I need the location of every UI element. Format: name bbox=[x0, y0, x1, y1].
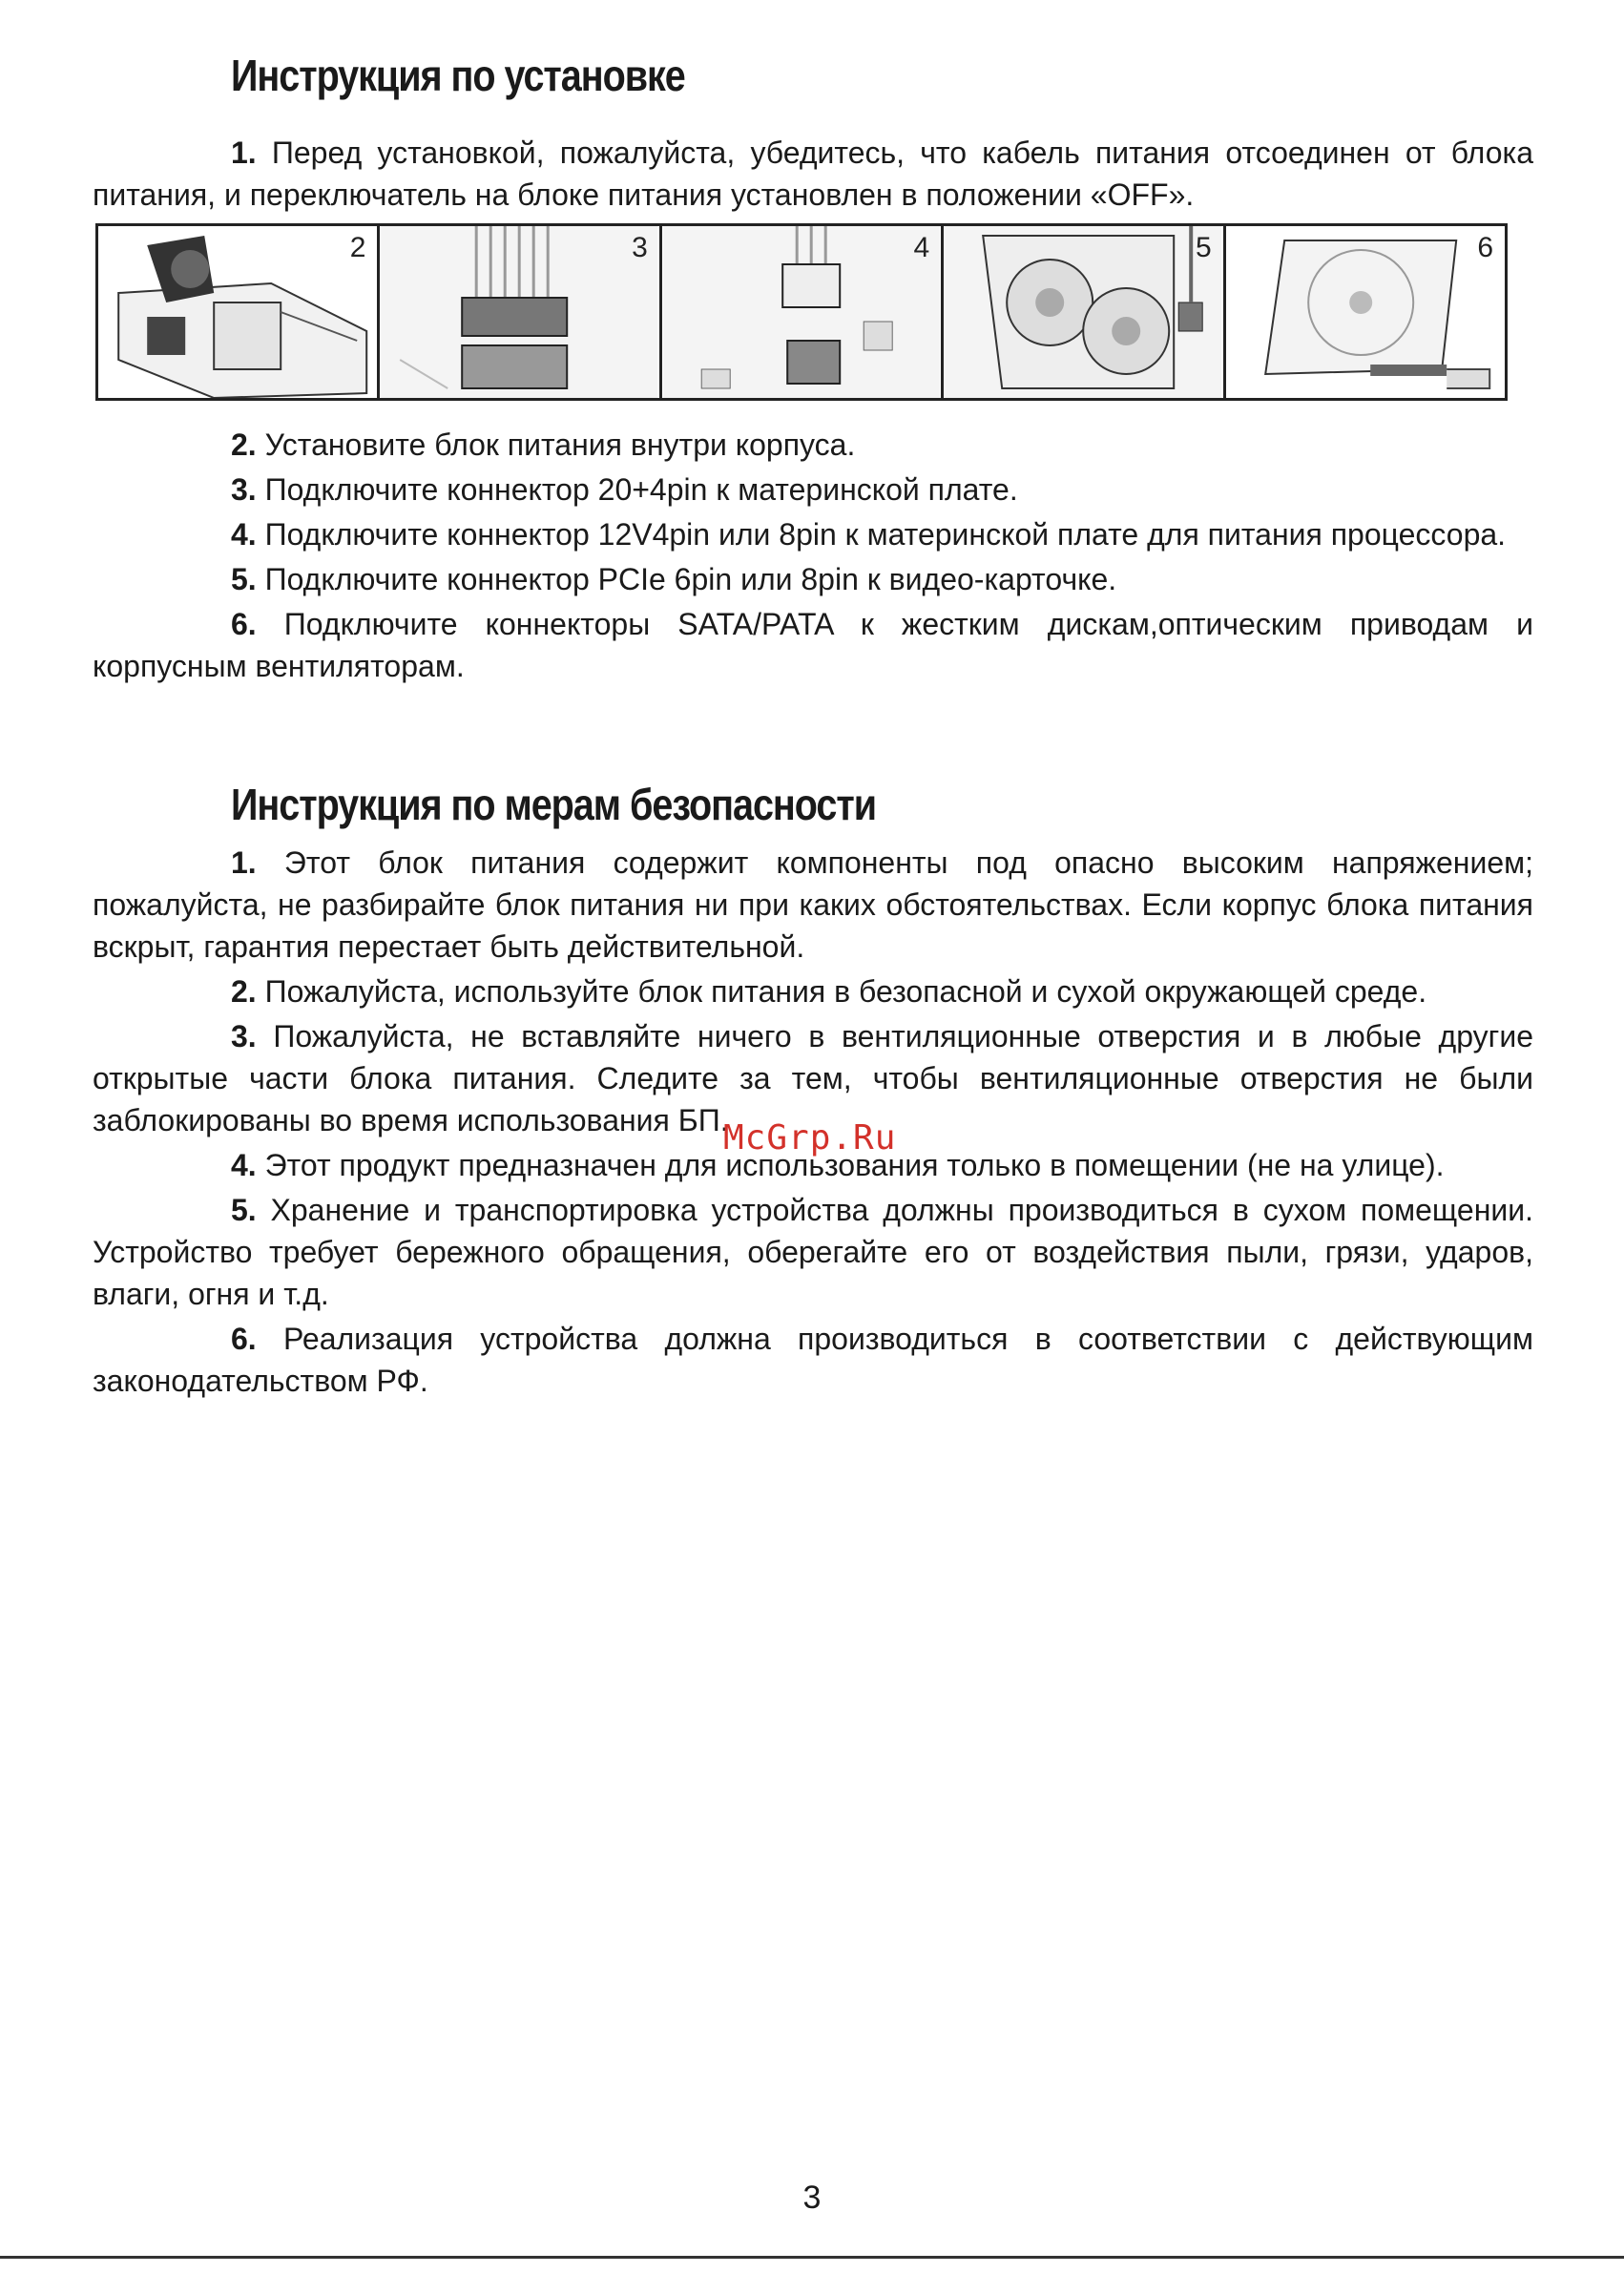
safety-item-3: 3. Пожалуйста, не вставляйте ничего в вентиляционные отверстия и в любые другие открытые части блока питания. Следите за тем, чтобы вентиляционные отверстия не были заблокированы во время использования БП. bbox=[93, 1019, 1533, 1137]
panel-number: 6 bbox=[1477, 232, 1494, 263]
psu-case-icon bbox=[98, 226, 377, 398]
hdd-icon bbox=[1226, 226, 1505, 398]
install-step-5: 5. Подключите коннектор PCIe 6pin или 8pin к видео-карточке. bbox=[231, 562, 1117, 596]
illustration-psu-in-case bbox=[98, 226, 380, 398]
install-step-1: 1. Перед установкой, пожалуйста, убедитесь, что кабель питания отсоединен от блока питания, и переключатель на блоке питания установлен в положении «OFF». bbox=[93, 136, 1533, 212]
install-illustrations bbox=[95, 223, 1508, 401]
install-heading: Инструкция по установке bbox=[231, 51, 685, 100]
panel-number: 2 bbox=[349, 232, 366, 263]
safety-heading: Инструкция по мерам безопасности bbox=[231, 780, 876, 829]
panel-number: 3 bbox=[632, 232, 648, 263]
install-step-6: 6. Подключите коннекторы SATA/PATA к жестким дискам,оптическим приводам и корпусным вентиляторам. bbox=[93, 607, 1533, 683]
safety-item-4: 4. Этот продукт предназначен для использования только в помещении (не на улице). bbox=[231, 1148, 1445, 1182]
page-number: 3 bbox=[802, 2179, 822, 2216]
install-intro bbox=[93, 132, 1533, 219]
install-step-4: 4. Подключите коннектор 12V4pin или 8pin к материнской плате для питания процессора. bbox=[231, 517, 1507, 552]
safety-item-6: 6. Реализация устройства должна производиться в соответствии с действующим законодательством РФ. bbox=[93, 1322, 1533, 1398]
illustration-hard-drive bbox=[1226, 226, 1505, 398]
watermark: McGrp.Ru bbox=[723, 1118, 897, 1157]
bottom-divider bbox=[0, 2256, 1624, 2259]
illustration-pcie-card bbox=[944, 226, 1225, 398]
panel-number: 4 bbox=[913, 232, 930, 263]
install-step-3: 3. Подключите коннектор 20+4pin к материнской плате. bbox=[231, 472, 1018, 507]
panel-number: 5 bbox=[1195, 232, 1212, 263]
atx-connector-icon bbox=[380, 226, 658, 398]
gpu-icon bbox=[944, 226, 1222, 398]
safety-item-2: 2. Пожалуйста, используйте блок питания в безопасной и сухой окружающей среде. bbox=[231, 974, 1427, 1009]
safety-item-5: 5. Хранение и транспортировка устройства должны производиться в сухом помещении. Устройство требует бережного обращения, оберегайте его от воздействия пыли, грязи, ударов, влаги, огня и т.д. bbox=[93, 1193, 1533, 1311]
install-step-2: 2. Установите блок питания внутри корпуса. bbox=[231, 427, 856, 462]
illustration-cpu-connector bbox=[662, 226, 944, 398]
install-steps bbox=[93, 424, 1533, 690]
cpu-connector-icon bbox=[662, 226, 941, 398]
illustration-24pin-connector bbox=[380, 226, 661, 398]
safety-item-1: 1. Этот блок питания содержит компоненты под опасно высоким напряжением; пожалуйста, не разбирайте блок питания ни при каких обстоятельствах. Если корпус блока питания вскрыт, гарантия перестает быть действительной. bbox=[93, 845, 1533, 964]
